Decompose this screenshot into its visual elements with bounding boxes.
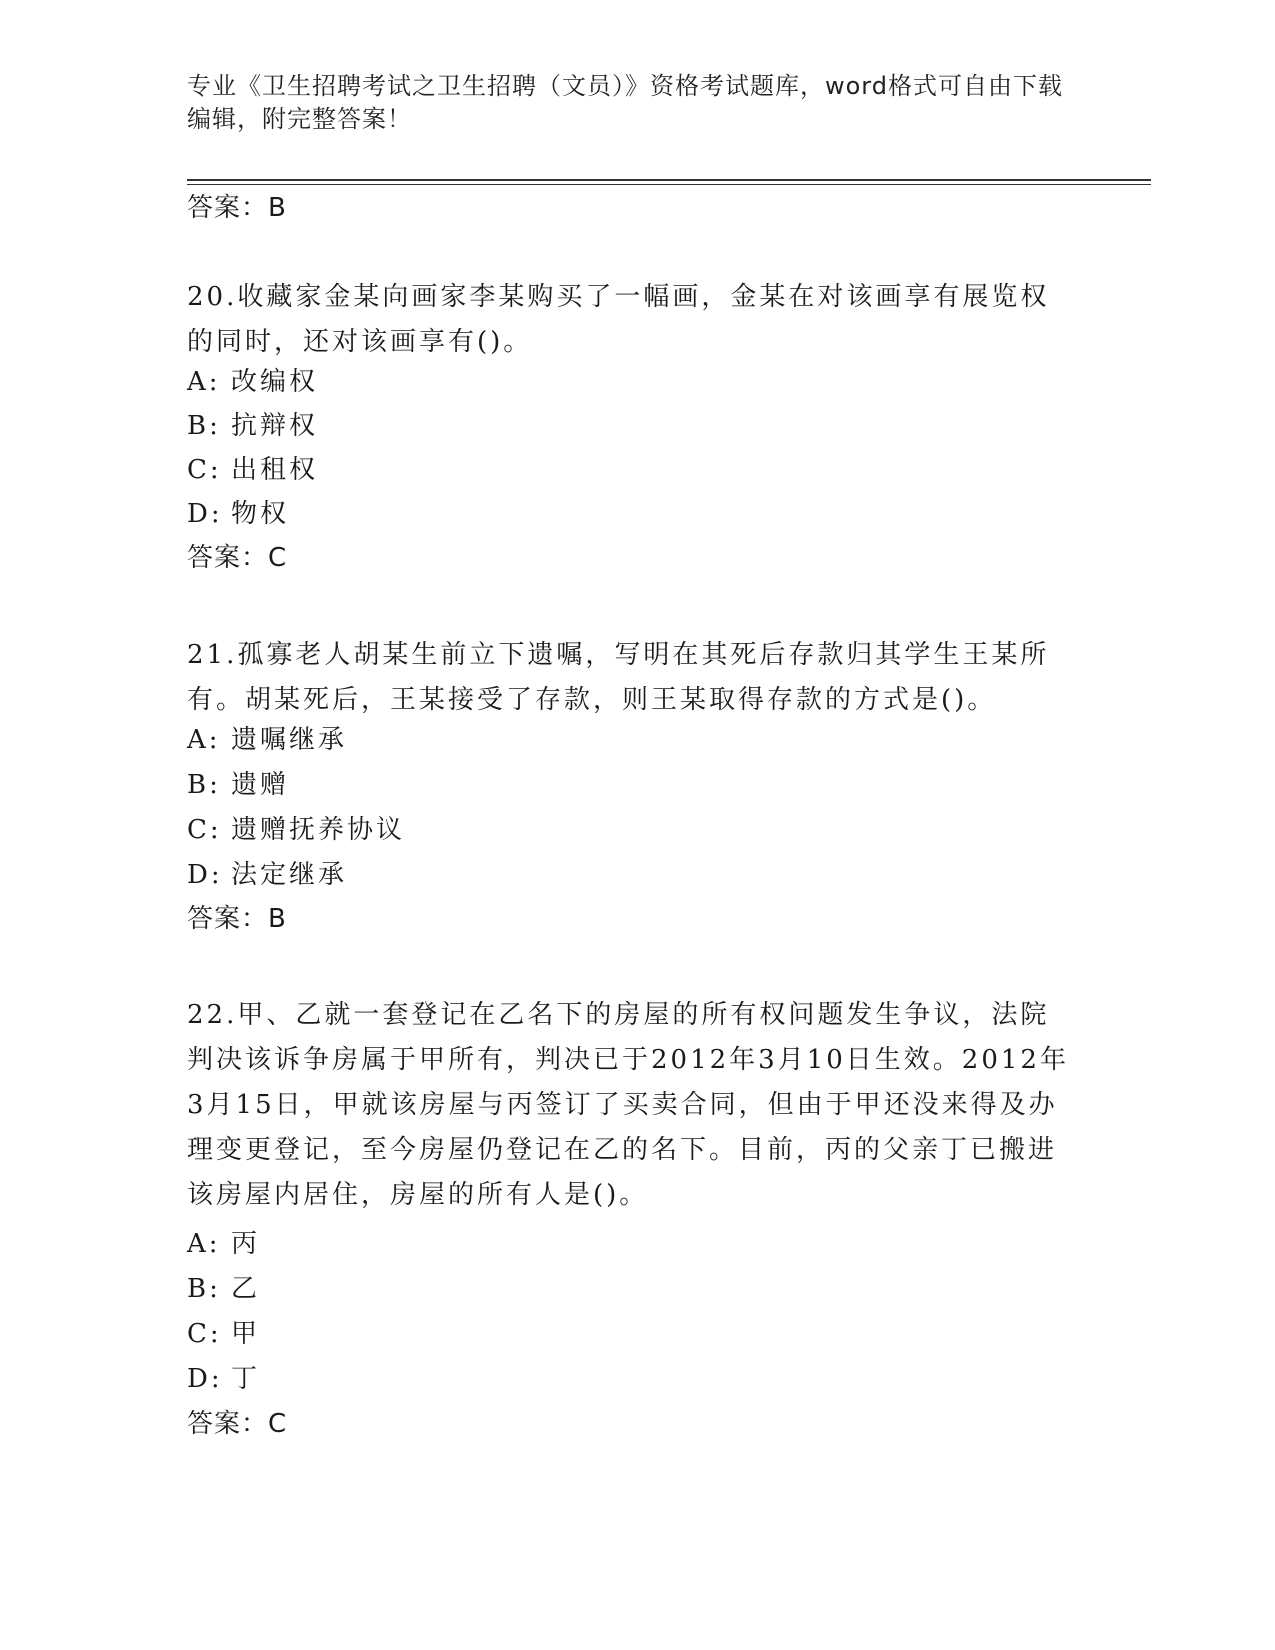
question-21-option-b xyxy=(187,767,289,803)
option-key: D: xyxy=(187,499,223,529)
option-text: 乙 xyxy=(231,1274,261,1304)
header-rule-thick xyxy=(187,179,1151,181)
question-22-text: 22.甲、乙就一套登记在乙名下的房屋的所有权问题发生争议，法院判决该诉争房属于甲所有，判决已于2012年3月10日生效。2012年3月15日，甲就该房屋与丙签订了买卖合同，但由于甲还没来得及办理变更登记，至今房屋仍登记在乙的名下。目前，丙的父亲丁已搬进该房屋内居住，房屋的所有人是()。 xyxy=(187,1000,1069,1210)
option-text: 遗赠抚养协议 xyxy=(231,815,406,845)
option-text: 丁 xyxy=(231,1364,261,1394)
option-text: 法定继承 xyxy=(231,860,348,890)
option-text: 遗嘱继承 xyxy=(231,725,348,755)
question-22-option-b xyxy=(187,1271,260,1307)
question-22-option-c xyxy=(187,1316,260,1352)
option-key: B: xyxy=(187,770,221,800)
question-21-option-d xyxy=(187,857,347,893)
option-key: B: xyxy=(187,1274,221,1304)
option-key: A: xyxy=(187,725,221,755)
option-key: C: xyxy=(187,815,222,845)
option-text: 甲 xyxy=(231,1319,261,1349)
question-21-text: 21.孤寡老人胡某生前立下遗嘱，写明在其死后存款归其学生王某所有。胡某死后，王某接受了存款，则王某取得存款的方式是()。 xyxy=(187,640,1050,715)
option-key: B: xyxy=(187,411,221,441)
option-text: 出租权 xyxy=(231,455,319,485)
option-text: 物权 xyxy=(231,499,290,529)
header-line-1: 专业《卫生招聘考试之卫生招聘（文员）》资格考试题库，word格式可自由下载 xyxy=(187,72,1063,100)
question-21-option-a xyxy=(187,722,347,758)
document-header xyxy=(187,70,1067,136)
option-key: A: xyxy=(187,1229,221,1259)
question-21-answer: 答案：B xyxy=(187,904,287,934)
question-20-option-d xyxy=(187,496,289,532)
option-key: D: xyxy=(187,1364,223,1394)
header-rule-thin xyxy=(187,184,1151,185)
question-22-option-d xyxy=(187,1361,260,1397)
question-20-option-b xyxy=(187,408,318,444)
option-text: 抗辩权 xyxy=(231,411,319,441)
option-key: D: xyxy=(187,860,223,890)
option-text: 改编权 xyxy=(231,367,319,397)
question-22-option-a xyxy=(187,1226,260,1262)
option-key: C: xyxy=(187,455,222,485)
question-21-option-c xyxy=(187,812,405,848)
question-20-option-a xyxy=(187,364,318,400)
option-text: 丙 xyxy=(231,1229,261,1259)
header-line-2: 编辑，附完整答案！ xyxy=(187,105,412,133)
option-key: C: xyxy=(187,1319,222,1349)
previous-answer: 答案：B xyxy=(187,193,287,223)
option-key: A: xyxy=(187,367,221,397)
question-20-answer: 答案：C xyxy=(187,543,288,573)
option-text: 遗赠 xyxy=(231,770,290,800)
question-20-option-c xyxy=(187,452,318,488)
question-22-answer: 答案：C xyxy=(187,1409,288,1439)
question-20-text: 20.收藏家金某向画家李某购买了一幅画，金某在对该画享有展览权的同时，还对该画享有()。 xyxy=(187,282,1050,357)
